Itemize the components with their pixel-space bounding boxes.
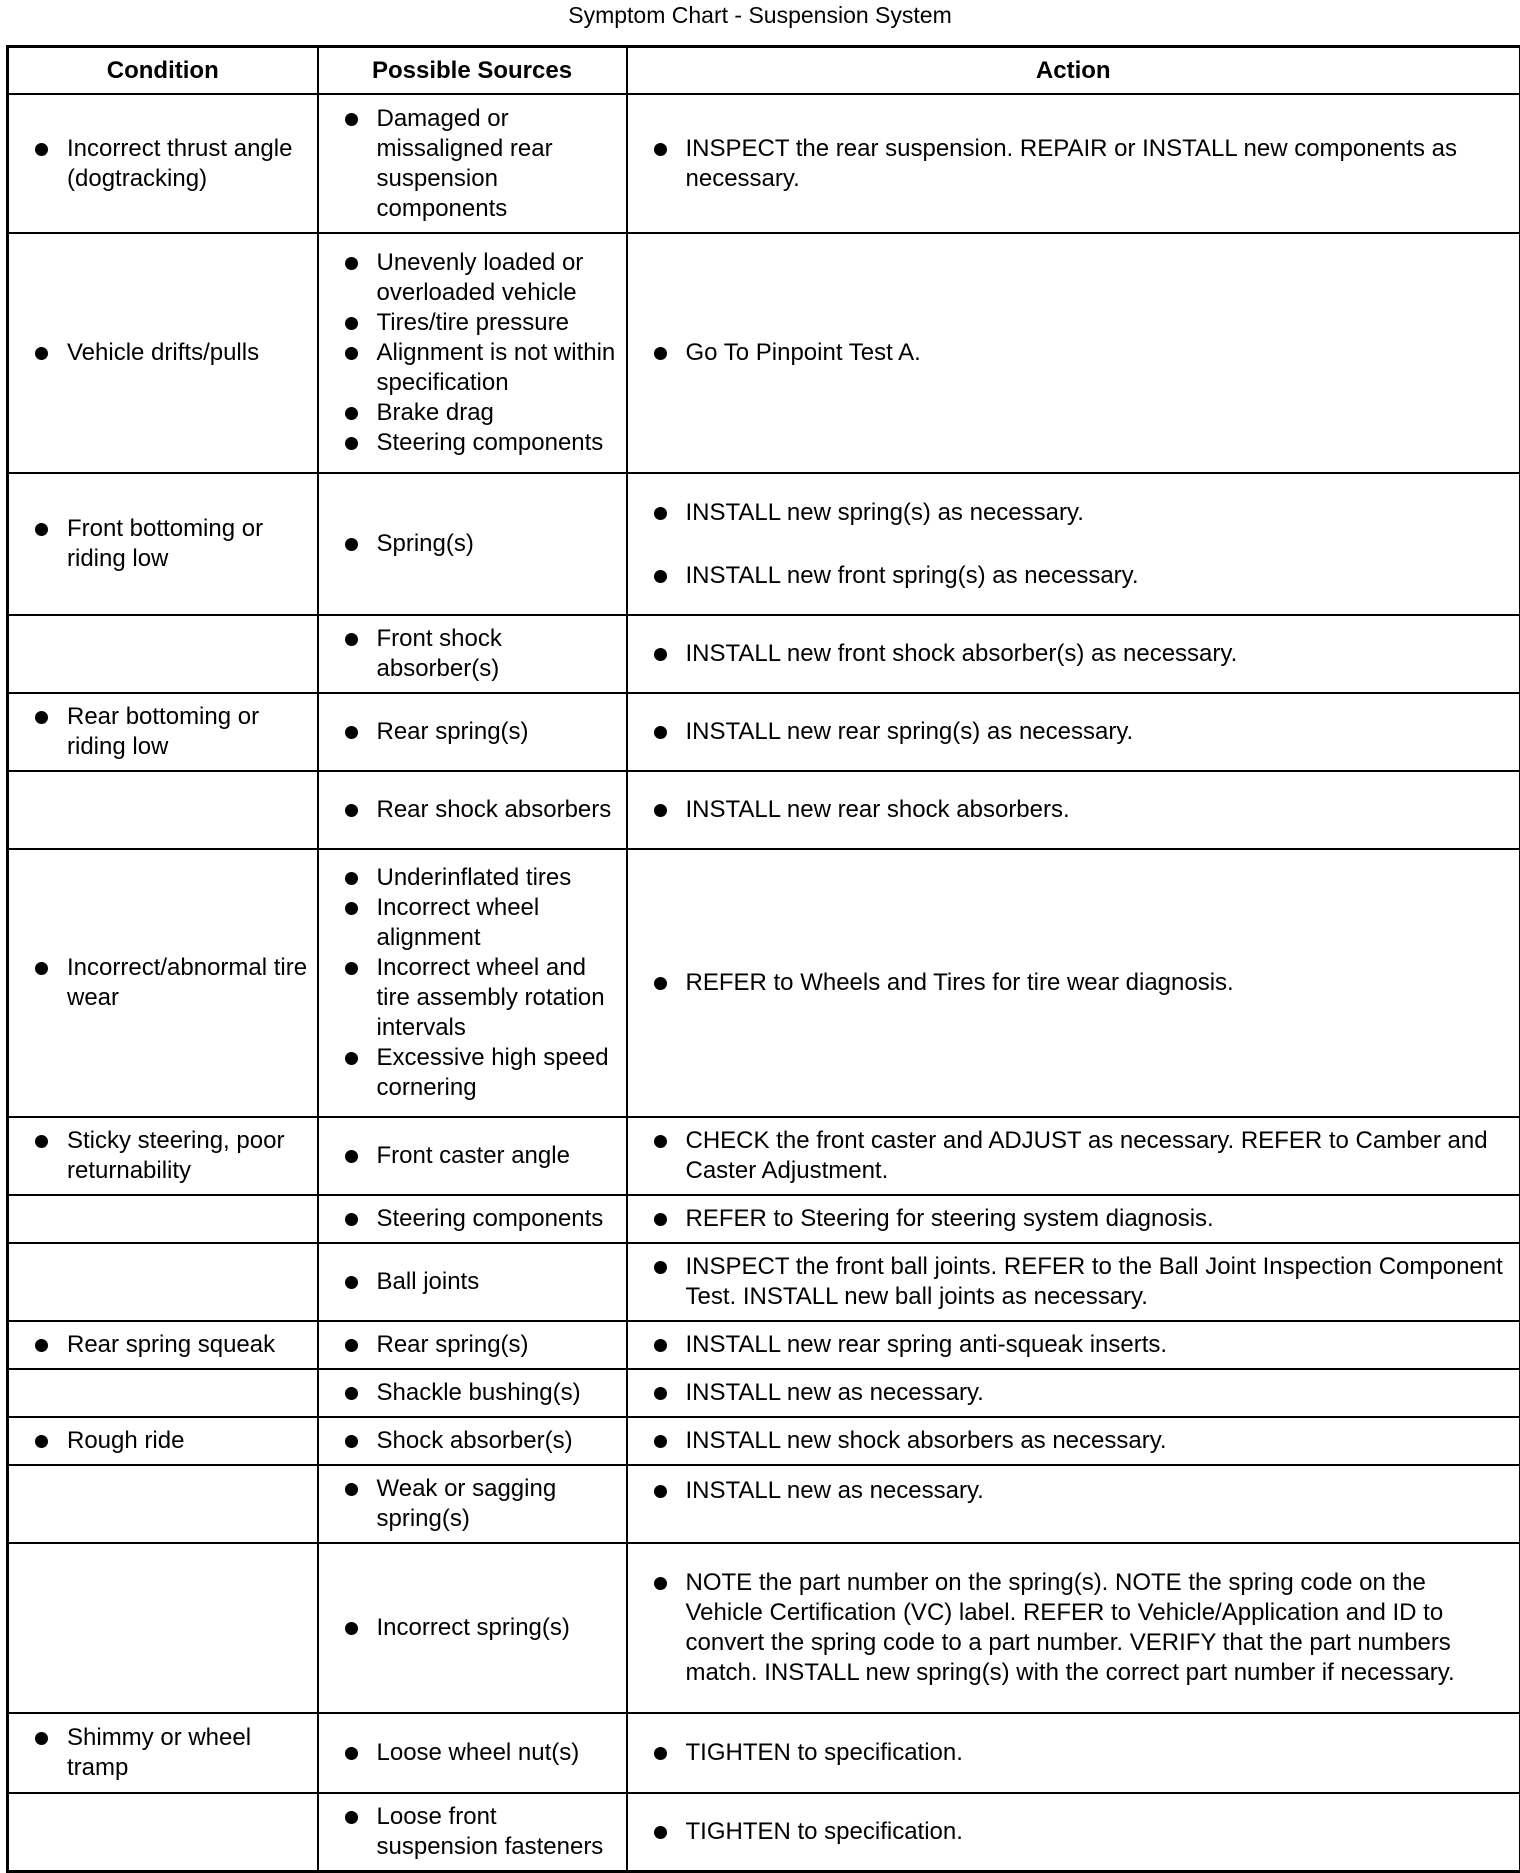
source-item: Front shock absorber(s)	[319, 624, 626, 684]
condition-text: Vehicle drifts/pulls	[9, 338, 317, 368]
source-item: Steering components	[319, 428, 626, 458]
table-row	[8, 615, 1520, 693]
condition-cell	[8, 615, 318, 693]
action-cell	[627, 94, 1520, 233]
action-item: INSTALL new spring(s) as necessary.	[628, 498, 1520, 528]
action-cell	[627, 693, 1520, 771]
source-item: Underinflated tires	[319, 863, 626, 893]
source-item: Shock absorber(s)	[319, 1426, 626, 1456]
action-item: TIGHTEN to specification.	[628, 1817, 1520, 1847]
condition-cell	[8, 94, 318, 233]
condition-cell	[8, 849, 318, 1117]
condition-cell	[8, 1713, 318, 1793]
source-item: Alignment is not within specification	[319, 338, 626, 398]
condition-text: Rear spring squeak	[9, 1330, 317, 1360]
source-item: Ball joints	[319, 1267, 626, 1297]
sources-cell	[318, 473, 627, 615]
condition-cell	[8, 771, 318, 849]
source-item: Rear spring(s)	[319, 1330, 626, 1360]
table-row	[8, 1417, 1520, 1465]
condition-cell	[8, 1465, 318, 1543]
action-item: REFER to Steering for steering system diagnosis.	[628, 1204, 1520, 1234]
table-row	[8, 94, 1520, 233]
action-item: INSTALL new as necessary.	[628, 1476, 1520, 1506]
source-item: Tires/tire pressure	[319, 308, 626, 338]
header-row	[8, 47, 1520, 95]
condition-text: Sticky steering, poor returnability	[9, 1126, 317, 1186]
source-item: Rear shock absorbers	[319, 795, 626, 825]
action-item: Go To Pinpoint Test A.	[628, 338, 1520, 368]
action-item: INSTALL new shock absorbers as necessary.	[628, 1426, 1520, 1456]
sources-cell	[318, 233, 627, 473]
action-item: INSTALL new rear spring(s) as necessary.	[628, 717, 1520, 747]
source-item: Shackle bushing(s)	[319, 1378, 626, 1408]
condition-cell	[8, 1321, 318, 1369]
condition-cell	[8, 1243, 318, 1321]
sources-cell	[318, 1465, 627, 1543]
source-item: Spring(s)	[319, 529, 626, 559]
action-cell	[627, 1543, 1520, 1713]
action-cell	[627, 473, 1520, 615]
action-item: NOTE the part number on the spring(s). NOTE the spring code on the Vehicle Certification (VC) label. REFER to Vehicle/Application and ID to convert the spring code to a part number. VERIFY that the part numbers match. INSTALL new spring(s) with the correct part number if necessary.	[628, 1568, 1520, 1688]
action-cell	[627, 1243, 1520, 1321]
action-cell	[627, 1117, 1520, 1195]
action-cell	[627, 1793, 1520, 1871]
action-cell	[627, 1369, 1520, 1417]
condition-text: Rear bottoming or riding low	[9, 702, 317, 762]
action-item: INSTALL new rear shock absorbers.	[628, 795, 1520, 825]
action-item: TIGHTEN to specification.	[628, 1738, 1520, 1768]
table-row	[8, 473, 1520, 615]
table-row	[8, 1369, 1520, 1417]
sources-cell	[318, 1369, 627, 1417]
source-item: Front caster angle	[319, 1141, 626, 1171]
condition-cell	[8, 1793, 318, 1871]
table-row	[8, 1543, 1520, 1713]
sources-cell	[318, 94, 627, 233]
header-possible-sources: Possible Sources	[318, 47, 627, 95]
source-item: Excessive high speed cornering	[319, 1043, 626, 1103]
sources-cell	[318, 849, 627, 1117]
sources-cell	[318, 1195, 627, 1243]
source-item: Brake drag	[319, 398, 626, 428]
action-item: INSTALL new rear spring anti-squeak inserts.	[628, 1330, 1520, 1360]
condition-text: Incorrect thrust angle (dogtracking)	[9, 134, 317, 194]
action-item: CHECK the front caster and ADJUST as necessary. REFER to Camber and Caster Adjustment.	[628, 1126, 1520, 1186]
table-row	[8, 1793, 1520, 1871]
table-row	[8, 1243, 1520, 1321]
source-item: Steering components	[319, 1204, 626, 1234]
condition-text: Shimmy or wheel tramp	[9, 1723, 317, 1783]
sources-cell	[318, 1117, 627, 1195]
action-item: INSTALL new as necessary.	[628, 1378, 1520, 1408]
source-item: Damaged or missaligned rear suspension components	[319, 104, 626, 224]
source-item: Incorrect wheel alignment	[319, 893, 626, 953]
action-item: INSTALL new front shock absorber(s) as necessary.	[628, 639, 1520, 669]
header-condition: Condition	[8, 47, 318, 95]
sources-cell	[318, 771, 627, 849]
sources-cell	[318, 1793, 627, 1871]
condition-cell	[8, 1369, 318, 1417]
condition-cell	[8, 1117, 318, 1195]
action-cell	[627, 1465, 1520, 1543]
sources-cell	[318, 1321, 627, 1369]
action-item: INSPECT the front ball joints. REFER to the Ball Joint Inspection Component Test. INSTALL new ball joints as necessary.	[628, 1252, 1520, 1312]
action-cell	[627, 1713, 1520, 1793]
condition-text: Rough ride	[9, 1426, 317, 1456]
action-cell	[627, 1195, 1520, 1243]
action-cell	[627, 849, 1520, 1117]
table-row	[8, 771, 1520, 849]
page-title: Symptom Chart - Suspension System	[0, 0, 1520, 30]
action-cell	[627, 233, 1520, 473]
source-item: Rear spring(s)	[319, 717, 626, 747]
condition-text: Incorrect/abnormal tire wear	[9, 953, 317, 1013]
source-item: Loose front suspension fasteners	[319, 1802, 626, 1862]
sources-cell	[318, 615, 627, 693]
table-row	[8, 1117, 1520, 1195]
action-item: INSTALL new front spring(s) as necessary.	[628, 561, 1520, 591]
table-row	[8, 1465, 1520, 1543]
table-row	[8, 233, 1520, 473]
sources-cell	[318, 1713, 627, 1793]
sources-cell	[318, 1243, 627, 1321]
condition-cell	[8, 1195, 318, 1243]
sources-cell	[318, 1543, 627, 1713]
sources-cell	[318, 1417, 627, 1465]
table-row	[8, 1321, 1520, 1369]
condition-cell	[8, 1417, 318, 1465]
source-item: Incorrect spring(s)	[319, 1613, 626, 1643]
condition-cell	[8, 693, 318, 771]
condition-cell	[8, 1543, 318, 1713]
action-item: INSPECT the rear suspension. REPAIR or INSTALL new components as necessary.	[628, 134, 1520, 194]
table-row	[8, 693, 1520, 771]
action-cell	[627, 615, 1520, 693]
table-row	[8, 849, 1520, 1117]
source-item: Unevenly loaded or overloaded vehicle	[319, 248, 626, 308]
table-row	[8, 1713, 1520, 1793]
header-action: Action	[627, 47, 1520, 95]
action-item: REFER to Wheels and Tires for tire wear diagnosis.	[628, 968, 1520, 998]
sources-cell	[318, 693, 627, 771]
condition-text: Front bottoming or riding low	[9, 514, 317, 574]
table-row	[8, 1195, 1520, 1243]
action-cell	[627, 1417, 1520, 1465]
symptom-chart-table	[6, 45, 1520, 1873]
condition-cell	[8, 233, 318, 473]
source-item: Weak or sagging spring(s)	[319, 1474, 626, 1534]
condition-cell	[8, 473, 318, 615]
action-cell	[627, 771, 1520, 849]
source-item: Incorrect wheel and tire assembly rotation intervals	[319, 953, 626, 1043]
source-item: Loose wheel nut(s)	[319, 1738, 626, 1768]
action-cell	[627, 1321, 1520, 1369]
